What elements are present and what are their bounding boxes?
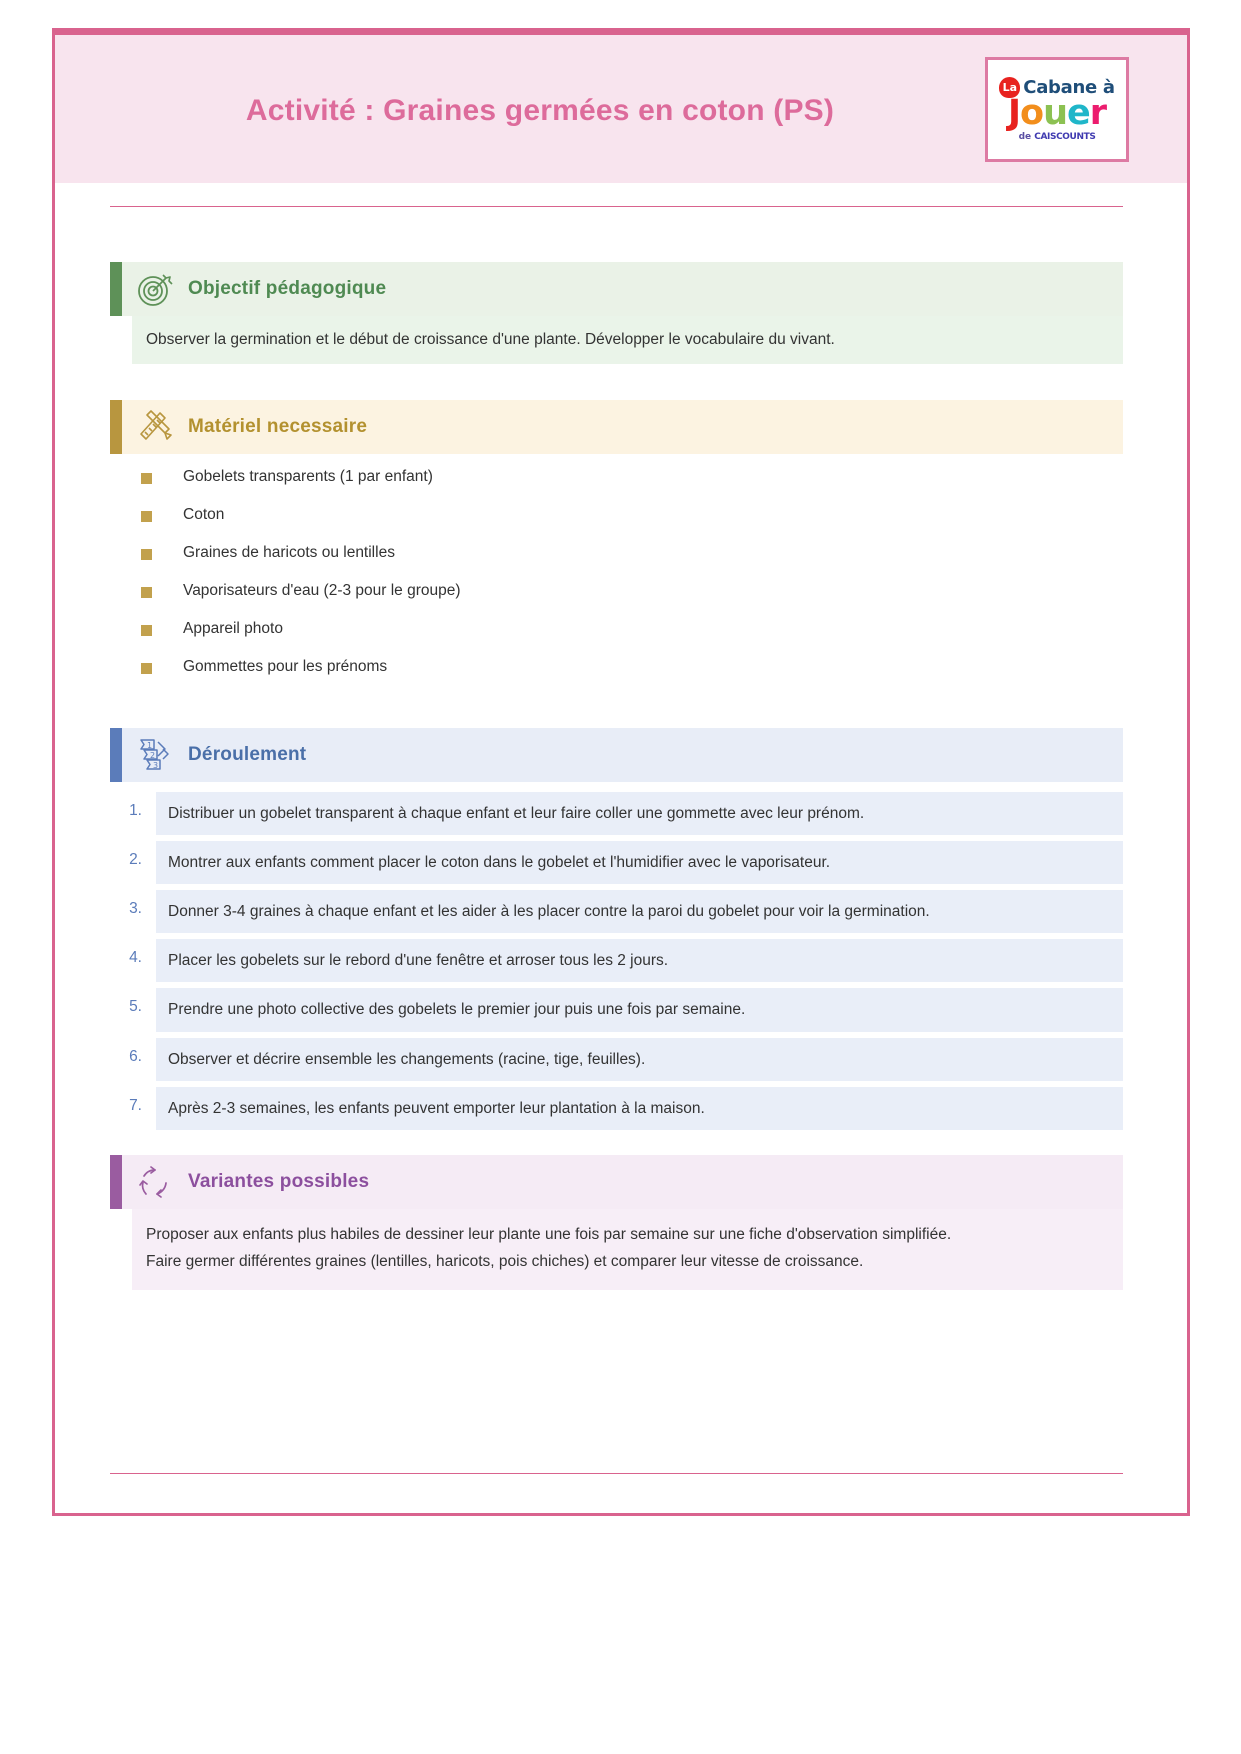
section-objectif-title: Objectif pédagogique	[188, 278, 387, 299]
section-variantes-body	[132, 1209, 1123, 1290]
logo-letter-o: o	[1020, 93, 1044, 133]
step-number: 1.	[129, 802, 142, 819]
list-item	[110, 939, 1123, 982]
bullet-square-icon	[141, 473, 152, 484]
step-text: Prendre une photo collective des gobelets le premier jour puis une fois par semaine.	[156, 988, 1123, 1031]
target-icon	[122, 269, 188, 309]
step-text: Après 2-3 semaines, les enfants peuvent emporter leur plantation à la maison.	[156, 1087, 1123, 1130]
logo-letter-u: u	[1043, 93, 1067, 133]
section-objectif-body: Observer la germination et le début de croissance d'une plante. Développer le vocabulaire du vivant.	[132, 316, 1123, 364]
section-variantes-title: Variantes possibles	[188, 1171, 370, 1192]
step-text: Montrer aux enfants comment placer le coton dans le gobelet et l'humidifier avec le vaporisateur.	[156, 841, 1123, 884]
logo-sub-prefix: de	[1018, 132, 1032, 142]
materiel-item-label: Gobelets transparents (1 par enfant)	[183, 468, 433, 485]
svg-text:3: 3	[153, 761, 159, 770]
bullet-square-icon	[141, 587, 152, 598]
section-variantes-header	[110, 1155, 1123, 1209]
step-number: 7.	[129, 1096, 142, 1114]
list-item	[110, 841, 1123, 884]
page-title: Activité : Graines germées en coton (PS)	[245, 94, 835, 127]
materiel-item-label: Gommettes pour les prénoms	[183, 658, 388, 675]
bullet-square-icon	[141, 549, 152, 560]
section-variantes	[110, 1155, 1123, 1290]
materiel-item-label: Appareil photo	[183, 620, 283, 637]
section-deroulement-header	[110, 728, 1123, 782]
bottom-divider	[110, 1473, 1123, 1474]
step-number: 4.	[129, 949, 142, 967]
list-item	[110, 1038, 1123, 1081]
materiel-item-label: Vaporisateurs d'eau (2-3 pour le groupe)	[183, 582, 461, 599]
step-number: 2.	[129, 851, 142, 869]
brand-logo	[985, 57, 1129, 162]
materiel-item-label: Graines de haricots ou lentilles	[183, 544, 395, 561]
recycle-arrows-icon	[122, 1161, 188, 1203]
deroulement-steps	[110, 792, 1123, 1130]
step-text: Distribuer un gobelet transparent à chaque enfant et leur faire coller une gommette avec leur prénom.	[156, 792, 1123, 835]
logo-sub-brand: CAISCOUNTS	[1034, 132, 1096, 142]
list-item	[110, 890, 1123, 933]
section-accent-bar	[110, 262, 122, 316]
step-text: Placer les gobelets sur le rebord d'une fenêtre et arroser tous les 2 jours.	[156, 939, 1123, 982]
logo-letter-r: r	[1089, 93, 1106, 133]
top-divider	[110, 206, 1123, 207]
bullet-square-icon	[141, 511, 152, 522]
section-accent-bar	[110, 400, 122, 454]
section-objectif	[110, 262, 1123, 364]
list-item	[110, 988, 1123, 1031]
variante-paragraph: Faire germer différentes graines (lentilles, haricots, pois chiches) et comparer leur vitesse de croissance.	[146, 1252, 864, 1270]
list-item	[110, 468, 1123, 486]
list-item	[110, 1087, 1123, 1130]
svg-text:1: 1	[147, 741, 153, 750]
numbered-steps-icon	[122, 733, 188, 777]
bullet-square-icon	[141, 625, 152, 636]
logo-la-badge: La	[999, 77, 1020, 98]
materiel-item-label: Coton	[183, 506, 225, 523]
logo-letter-j: J	[1007, 93, 1021, 133]
list-item	[110, 792, 1123, 835]
section-materiel-header	[110, 400, 1123, 454]
logo-jouer-text	[1007, 93, 1106, 133]
svg-text:2: 2	[150, 751, 156, 760]
list-item	[110, 620, 1123, 638]
step-text: Observer et décrire ensemble les changements (racine, tige, feuilles).	[156, 1038, 1123, 1081]
document-header	[55, 31, 1187, 183]
logo-subtitle	[1019, 132, 1096, 142]
step-number: 3.	[129, 900, 142, 918]
step-text: Donner 3-4 graines à chaque enfant et les aider à les placer contre la paroi du gobelet pour voir la germination.	[156, 890, 1123, 933]
bullet-square-icon	[141, 663, 152, 674]
list-item	[110, 658, 1123, 676]
pencil-ruler-icon	[122, 406, 188, 448]
list-item	[110, 544, 1123, 562]
section-materiel	[110, 400, 1123, 696]
section-accent-bar	[110, 728, 122, 782]
step-number: 6.	[129, 1047, 142, 1065]
logo-letter-e: e	[1066, 93, 1090, 133]
list-item	[110, 506, 1123, 524]
materiel-list	[110, 468, 1123, 676]
section-materiel-title: Matériel necessaire	[188, 416, 368, 437]
logo-cabane-text: Cabane à	[1023, 77, 1115, 98]
section-objectif-header	[110, 262, 1123, 316]
section-deroulement-title: Déroulement	[188, 744, 307, 765]
section-accent-bar	[110, 1155, 122, 1209]
variante-paragraph: Proposer aux enfants plus habiles de dessiner leur plante une fois par semaine sur une fiche d'observation simplifiée.	[146, 1226, 952, 1243]
section-deroulement	[110, 728, 1123, 1136]
step-number: 5.	[129, 998, 142, 1016]
list-item	[110, 582, 1123, 600]
